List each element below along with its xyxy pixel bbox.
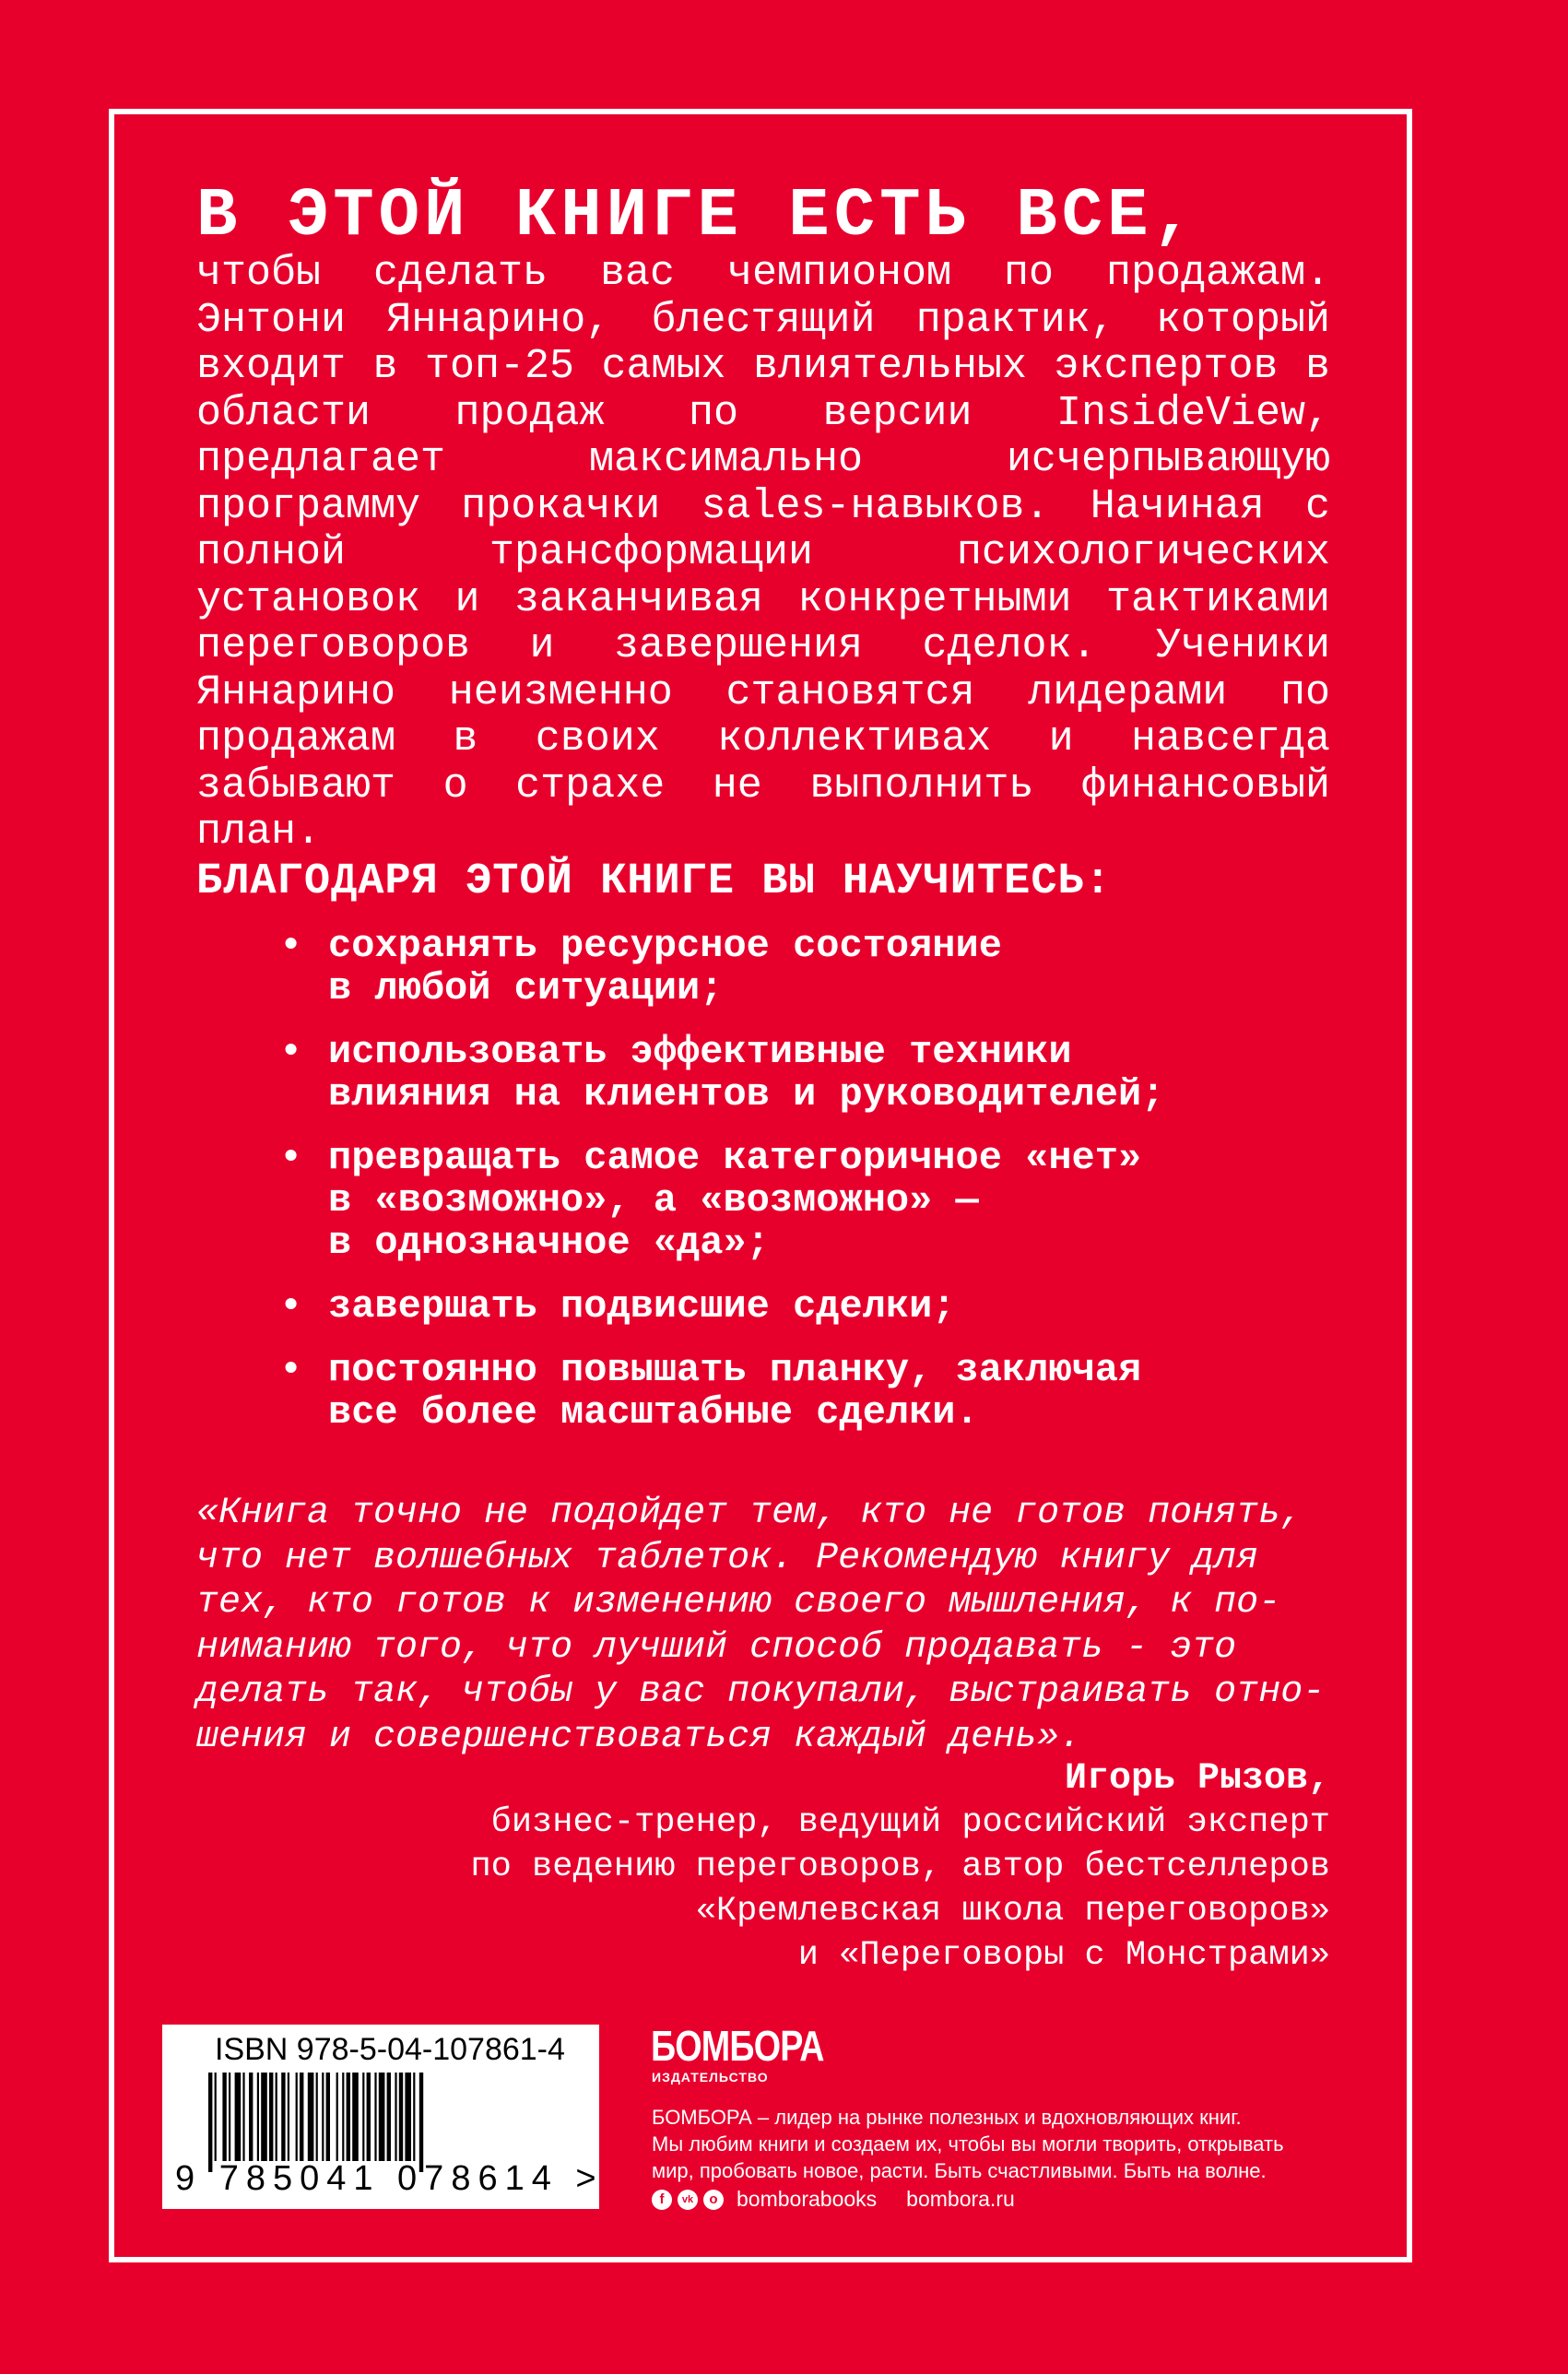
bullet-dot: • [279, 1030, 303, 1074]
bullet-text-line: влияния на клиентов и руководителей; [328, 1072, 1165, 1116]
barcode-bar [308, 2073, 314, 2161]
testimonial-quote [196, 1492, 1330, 1760]
quote-line: делать так, чтобы у вас покупали, выстраивать отно- [196, 1671, 1326, 1713]
barcode-bar [367, 2073, 371, 2161]
vk-icon[interactable]: vk [678, 2190, 698, 2210]
barcode-bar [281, 2073, 285, 2161]
quote-author: Игорь Рызов, [1064, 1758, 1330, 1800]
publisher-description-line: БОМБОРА – лидер на рынке полезных и вдохновляющих книг. [652, 2106, 1242, 2129]
isbn-barcode-block [162, 2025, 604, 2209]
barcode-bar [413, 2073, 415, 2161]
barcode-bar [395, 2073, 396, 2161]
bullet-item [196, 1031, 1330, 1116]
bullet-text-line: превращать самое категоричное «нет» [328, 1136, 1142, 1180]
barcode-bar [215, 2073, 217, 2161]
learn-heading: БЛАГОДАРЯ ЭТОЙ КНИГЕ ВЫ НАУЧИТЕСЬ: [196, 857, 1112, 906]
bullet-item [196, 1349, 1330, 1434]
headline: В ЭТОЙ КНИГЕ ЕСТЬ ВСЕ, [196, 178, 1198, 255]
quote-line: тех, кто готов к изменению своего мышления, к по- [196, 1582, 1281, 1624]
social-handle[interactable]: bomborabooks [737, 2187, 878, 2211]
bullet-dot: • [279, 1284, 303, 1329]
author-bio-line: «Кремлевская школа переговоров» [695, 1892, 1330, 1931]
barcode-bar [222, 2073, 226, 2161]
barcode-bar [362, 2073, 364, 2161]
publisher-description [652, 2104, 1284, 2184]
barcode-bar [242, 2073, 244, 2161]
barcode-bar [208, 2073, 212, 2172]
barcode-bar [300, 2073, 303, 2161]
barcode-bar [249, 2073, 253, 2161]
quote-line: шения и совершенствоваться каждый день». [196, 1716, 1082, 1758]
bullet-item [196, 1285, 1330, 1328]
bullet-text-line: в «возможно», а «возможно» — [328, 1178, 979, 1222]
bullet-text-line: использовать эффективные техники [328, 1030, 1072, 1074]
publisher-description-line: Мы любим книги и создаем их, чтобы вы могли творить, открывать [652, 2132, 1284, 2155]
instagram-icon[interactable]: o [703, 2190, 724, 2210]
bullet-text-line: завершать подвисшие сделки; [328, 1284, 956, 1329]
bullet-text-line: все более масштабные сделки. [328, 1390, 979, 1435]
author-bio-line: бизнес-тренер, ведущий российский эксперт [490, 1803, 1330, 1842]
bullet-item [196, 925, 1330, 1010]
barcode-image [208, 2073, 559, 2172]
barcode-bar [235, 2073, 242, 2161]
barcode-bar [374, 2073, 376, 2161]
author-bio-line: по ведению переговоров, автор бестселлеров [470, 1848, 1330, 1886]
bullet-item [196, 1137, 1330, 1264]
publisher-logo: БОМБОРА [651, 2022, 824, 2070]
bullet-dot: • [279, 1348, 303, 1392]
facebook-icon[interactable]: f [652, 2190, 672, 2210]
quote-line: «Книга точно не подойдет тем, кто не готов понять, [196, 1493, 1303, 1534]
barcode-bar [257, 2073, 259, 2161]
barcode-bar [336, 2073, 338, 2161]
barcode-bar [352, 2073, 359, 2161]
barcode-bar [326, 2073, 330, 2161]
barcode-bar [379, 2073, 385, 2161]
barcode-bar [399, 2073, 403, 2161]
isbn-label: ISBN 978-5-04-107861-4 [215, 2032, 565, 2067]
bullet-text-line: в однозначное «да»; [328, 1221, 770, 1265]
bullet-dot: • [279, 1136, 303, 1180]
barcode-bar [276, 2073, 277, 2161]
author-bio-line: и «Переговоры с Монстрами» [797, 1936, 1330, 1975]
barcode-bar [342, 2073, 344, 2161]
barcode-bar [347, 2073, 350, 2161]
barcode-bar [405, 2073, 411, 2161]
quote-line: что нет волшебных таблеток. Рекомендую книгу для [196, 1537, 1259, 1579]
bullet-text-line: сохранять ресурсное состояние [328, 924, 1002, 968]
bullet-text-line: в любой ситуации; [328, 966, 724, 1010]
barcode-bar [269, 2073, 273, 2161]
publisher-social [652, 2187, 1015, 2212]
publisher-description-line: мир, пробовать новое, расти. Быть счастливыми. Быть на волне. [652, 2159, 1267, 2182]
quote-line: ниманию того, что лучший способ продавать - это [196, 1626, 1237, 1669]
bullet-dot: • [279, 924, 303, 968]
author-bio [196, 1801, 1330, 1978]
intro-paragraph: чтобы сделать вас чемпионом по продажам. Энтони Яннарино, блестящий практик, который входит в топ-25 самых влиятельных экспертов в области продаж по версии InsideView, предлагает максимально исчерпывающую программу прокачки sales-навыков. Начиная с полной трансформации психологических установок и заканчивая конкретными тактиками переговоров и завершения сделок. Ученики Яннарино неизменно становятся лидерами по продажам в своих коллективах и навсегда забывают о страхе не выполнить финансовый план. [196, 250, 1330, 856]
barcode-bar [316, 2073, 318, 2161]
publisher-website[interactable]: bombora.ru [906, 2187, 1015, 2211]
barcode-bar [322, 2073, 324, 2161]
bullet-list [196, 925, 1330, 1455]
barcode-bar [261, 2073, 267, 2161]
barcode-bar [387, 2073, 391, 2161]
publisher-subtitle: ИЗДАТЕЛЬСТВО [652, 2070, 769, 2085]
isbn-digits: 9 785041 078614 > [175, 2159, 604, 2198]
barcode-bar [229, 2073, 230, 2161]
barcode-bar [296, 2073, 298, 2161]
barcode-bar [419, 2073, 423, 2172]
barcode-bar [288, 2073, 289, 2161]
bullet-text-line: постоянно повышать планку, заключая [328, 1348, 1142, 1392]
